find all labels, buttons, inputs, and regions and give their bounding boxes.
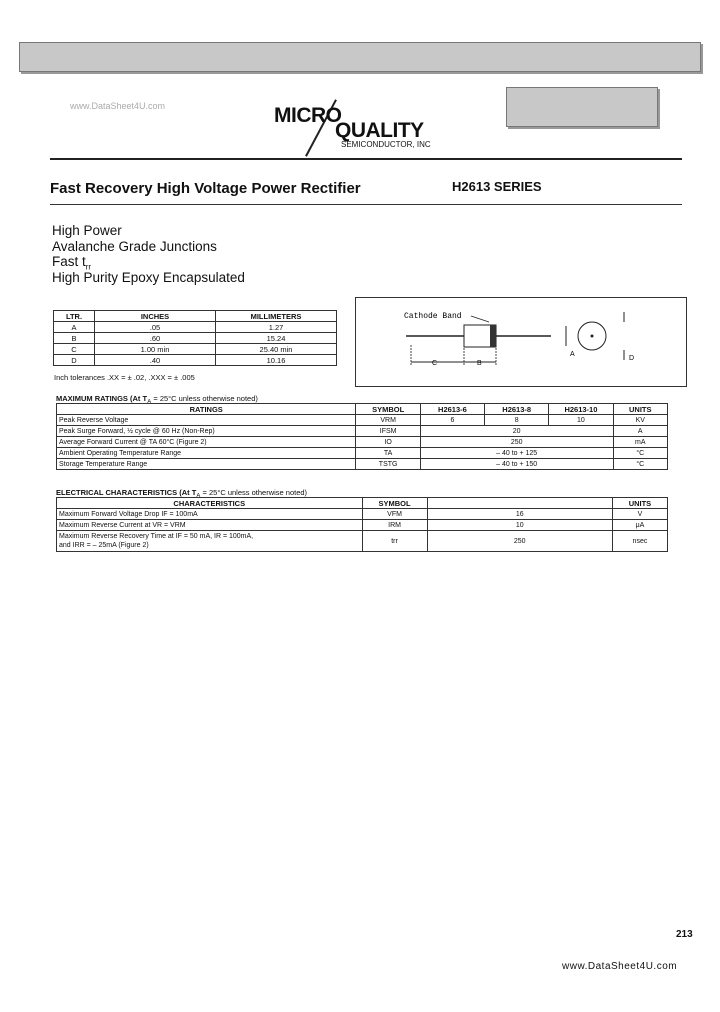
logo-semiconductor: SEMICONDUCTOR, INC (341, 140, 431, 149)
header-gray-bar (19, 42, 701, 72)
table-row: B .60 15.24 (54, 333, 337, 344)
feature-item: High Purity Epoxy Encapsulated (52, 269, 245, 285)
max-ratings-title: MAXIMUM RATINGS (At $T_A = 25^\circ C$ unless otherwise noted) (56, 394, 258, 406)
cathode-label: Cathode Band (404, 312, 462, 321)
dim-header: MILLIMETERS (216, 311, 337, 322)
dimensions-table (53, 310, 337, 366)
table-row: Maximum Reverse Current at VR = VRM IRM 10 μA (57, 520, 668, 531)
table-row: Maximum Forward Voltage Drop IF = 100mA VFM 16 V (57, 509, 668, 520)
tolerance-note: Inch tolerances .XX = ± .02, .XXX = ± .005 (54, 373, 195, 382)
dim-header: LTR. (54, 311, 95, 322)
table-row: A .05 1.27 (54, 322, 337, 333)
dim-header: INCHES (95, 311, 216, 322)
elec-char-table: CHARACTERISTICS SYMBOL UNITS Maximum Forward Voltage Drop IF = 100mA VFM 16 V Maximum Reverse Current at VR = VRM IRM 10 μA Maximum Reverse Recovery Time at IF = 50 mA, IR = 100mA, and IRR = – 25mA (Figure 2) trr 250 nsec (56, 497, 668, 552)
feature-item: Fast $t_{rr}$ (52, 254, 92, 272)
table-row: Storage Temperature Range TSTG – 40 to + 150 °C (57, 459, 668, 470)
table-row: Ambient Operating Temperature Range TA – 40 to + 125 °C (57, 448, 668, 459)
feature-item: High Power (52, 223, 122, 238)
table-row: D .40 10.16 (54, 355, 337, 366)
dim-label-a: A (570, 351, 575, 358)
dim-label-d: D (629, 355, 635, 362)
table-row: C 1.00 min 25.40 min (54, 344, 337, 355)
elec-char-title: ELECTRICAL CHARACTERISTICS (At $T_A = 25^\circ C$ unless otherwise noted) (56, 488, 308, 500)
title-rule-bottom (50, 204, 682, 205)
logo-micro: MICRO (274, 104, 342, 127)
footer-url: www.DataSheet4U.com (562, 961, 678, 972)
page-title: Fast Recovery High Voltage Power Rectifier (50, 180, 361, 197)
dim-label-c: C (432, 360, 438, 367)
title-rule-top (50, 158, 682, 160)
part-number-box (506, 87, 658, 127)
table-row: Maximum Reverse Recovery Time at IF = 50 mA, IR = 100mA, and IRR = – 25mA (Figure 2) trr 250 nsec (57, 531, 668, 552)
max-ratings-table: RATINGS SYMBOL H2613-6 H2613-8 H2613-10 UNITS Peak Reverse Voltage VRM 6 8 10 KV Peak Surge Forward, ½ cycle @ 60 Hz (Non-Rep) IFSM 20 A Average Forward Current @ TA 60°C (Figure 2) IO 250 mA Ambient Operating Temperature Range TA – 40 to + 125 °C Storage Temperature Range TSTG – 40 to + 150 °C (56, 403, 668, 470)
table-row: Peak Surge Forward, ½ cycle @ 60 Hz (Non-Rep) IFSM 20 A (57, 426, 668, 437)
logo-quality: QUALITY (335, 119, 424, 142)
series-label: H2613 SERIES (452, 179, 542, 194)
diode-drawing (356, 298, 686, 386)
feature-item: Avalanche Grade Junctions (52, 238, 217, 254)
watermark-text: www.DataSheet4U.com (70, 101, 166, 111)
package-diagram (355, 297, 687, 387)
dim-label-b: B (477, 360, 482, 367)
table-row: Peak Reverse Voltage VRM 6 8 10 KV (57, 415, 668, 426)
table-row: Average Forward Current @ TA 60°C (Figure 2) IO 250 mA (57, 437, 668, 448)
page-number: 213 (676, 929, 693, 940)
features-list (52, 223, 245, 285)
